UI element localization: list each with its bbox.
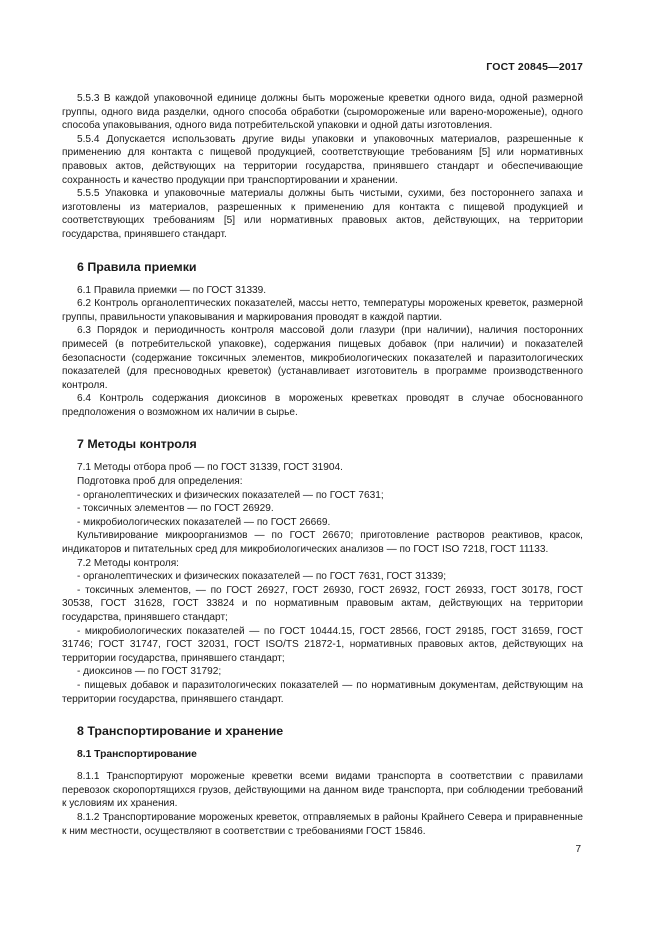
paragraph-6-3: 6.3 Порядок и периодичность контроля массовой доли глазури (при наличии), наличия посторонних примесей (в потребительской упаковке), содержания пищевых добавок (при наличии) и показателей безопасности (содержание токсичных элементов, микробиологических показателей и паразитологических показателей (для пресноводных креветок) (устанавливает изготовитель в программе производственного контроля. — [62, 325, 583, 391]
list-item: - микробиологических показателей — по ГОСТ 10444.15, ГОСТ 28566, ГОСТ 29185, ГОСТ 31659, ГОСТ 31746; ГОСТ 31747, ГОСТ 32031, ГОСТ ISO/TS 21872-1, нормативных правовых актов, действующих на территории государства, принявшего стандарт; — [62, 625, 583, 664]
list-item: - пищевых добавок и паразитологических показателей — по нормативным документам, действующим на территории государства, принявшего стандарт. — [62, 679, 583, 705]
page-number: 7 — [575, 844, 581, 855]
paragraph-8-1-1: 8.1.1 Транспортируют мороженые креветки всеми видами транспорта в соответствии с правилами перевозок скоропортящихся грузов, действующими на данном виде транспорта, при соблюдении требований к условиям их хранения. — [62, 771, 583, 810]
subsection-heading-8-1: 8.1 Транспортирование — [77, 749, 197, 761]
paragraph-cultivation: Культивирование микроорганизмов — по ГОСТ 26670; приготовление растворов реактивов, красок, индикаторов и питательных сред для микробиологических анализов — по ГОСТ ISO 7218, ГОСТ 11133. — [62, 530, 583, 556]
list-item: - диоксинов — по ГОСТ 31792; — [77, 666, 222, 678]
paragraph-6-1: 6.1 Правила приемки — по ГОСТ 31339. — [77, 284, 267, 296]
paragraph-8-1-2: 8.1.2 Транспортирование мороженых креветок, отправляемых в районы Крайнего Севера и приравненные к ним местности, осуществляют в соответствии с требованиями ГОСТ 15846. — [62, 811, 583, 837]
document-header: ГОСТ 20845—2017 — [486, 61, 583, 73]
paragraph-5-5-5: 5.5.5 Упаковка и упаковочные материалы должны быть чистыми, сухими, без постороннего запаха и изготовлены из материалов, разрешенных к применению для контакта с пищевой продукцией и соответствующих требованиям [5] или нормативных правовых актов, действующих, на территории государства, принявшего стандарт. — [62, 188, 583, 240]
document-body — [62, 92, 583, 838]
paragraph-7-2: 7.2 Методы контроля: — [77, 557, 179, 569]
list-item: - токсичных элементов, — по ГОСТ 26927, ГОСТ 26930, ГОСТ 26932, ГОСТ 26933, ГОСТ 30178, ГОСТ 30538, ГОСТ 31628, ГОСТ 33824 и по нормативным правовым актам, действующих на территории государства, принявшего стандарт; — [62, 584, 583, 623]
list-item: - токсичных элементов — по ГОСТ 26929. — [77, 503, 274, 515]
paragraph-5-5-3: 5.5.3 В каждой упаковочной единице должны быть мороженые креветки одного вида, одной размерной группы, одного вида разделки, одного способа обработки (сыромороженые или варено-мороженые), одного способа упаковывания, одного вида потребительской упаковки и одной даты изготовления. — [62, 93, 583, 132]
list-item: - органолептических и физических показателей — по ГОСТ 7631; — [77, 489, 384, 501]
paragraph-7-1: 7.1 Методы отбора проб — по ГОСТ 31339, ГОСТ 31904. — [77, 462, 343, 474]
list-item: - микробиологических показателей — по ГОСТ 26669. — [77, 516, 331, 528]
section-heading-7: 7 Методы контроля — [77, 437, 197, 452]
paragraph-6-2: 6.2 Контроль органолептических показателей, массы нетто, температуры мороженых креветок, размерной группы, правильности упаковывания и маркирования проводят в каждой партии. — [62, 298, 583, 323]
list-item: - органолептических и физических показателей — по ГОСТ 7631, ГОСТ 31339; — [77, 571, 447, 583]
paragraph-6-4: 6.4 Контроль содержания диоксинов в мороженых креветках проводят в случае обоснованного предположения о возможном их наличии в сырье. — [62, 393, 583, 418]
section-heading-6: 6 Правила приемки — [77, 259, 197, 274]
paragraph-sample-prep: Подготовка проб для определения: — [77, 476, 243, 488]
section-heading-8: 8 Транспортирование и хранение — [77, 724, 284, 739]
paragraph-5-5-4: 5.5.4 Допускается использовать другие виды упаковки и упаковочных материалов, разрешенные к применению для контакта с пищевой продукцией, соответствующие требованиям [5] или нормативных правовых актов, действующих на территории государства, принявшего стандарт и обеспечивающие сохранность и качество продукции при транспортировании и хранении. — [62, 133, 583, 186]
